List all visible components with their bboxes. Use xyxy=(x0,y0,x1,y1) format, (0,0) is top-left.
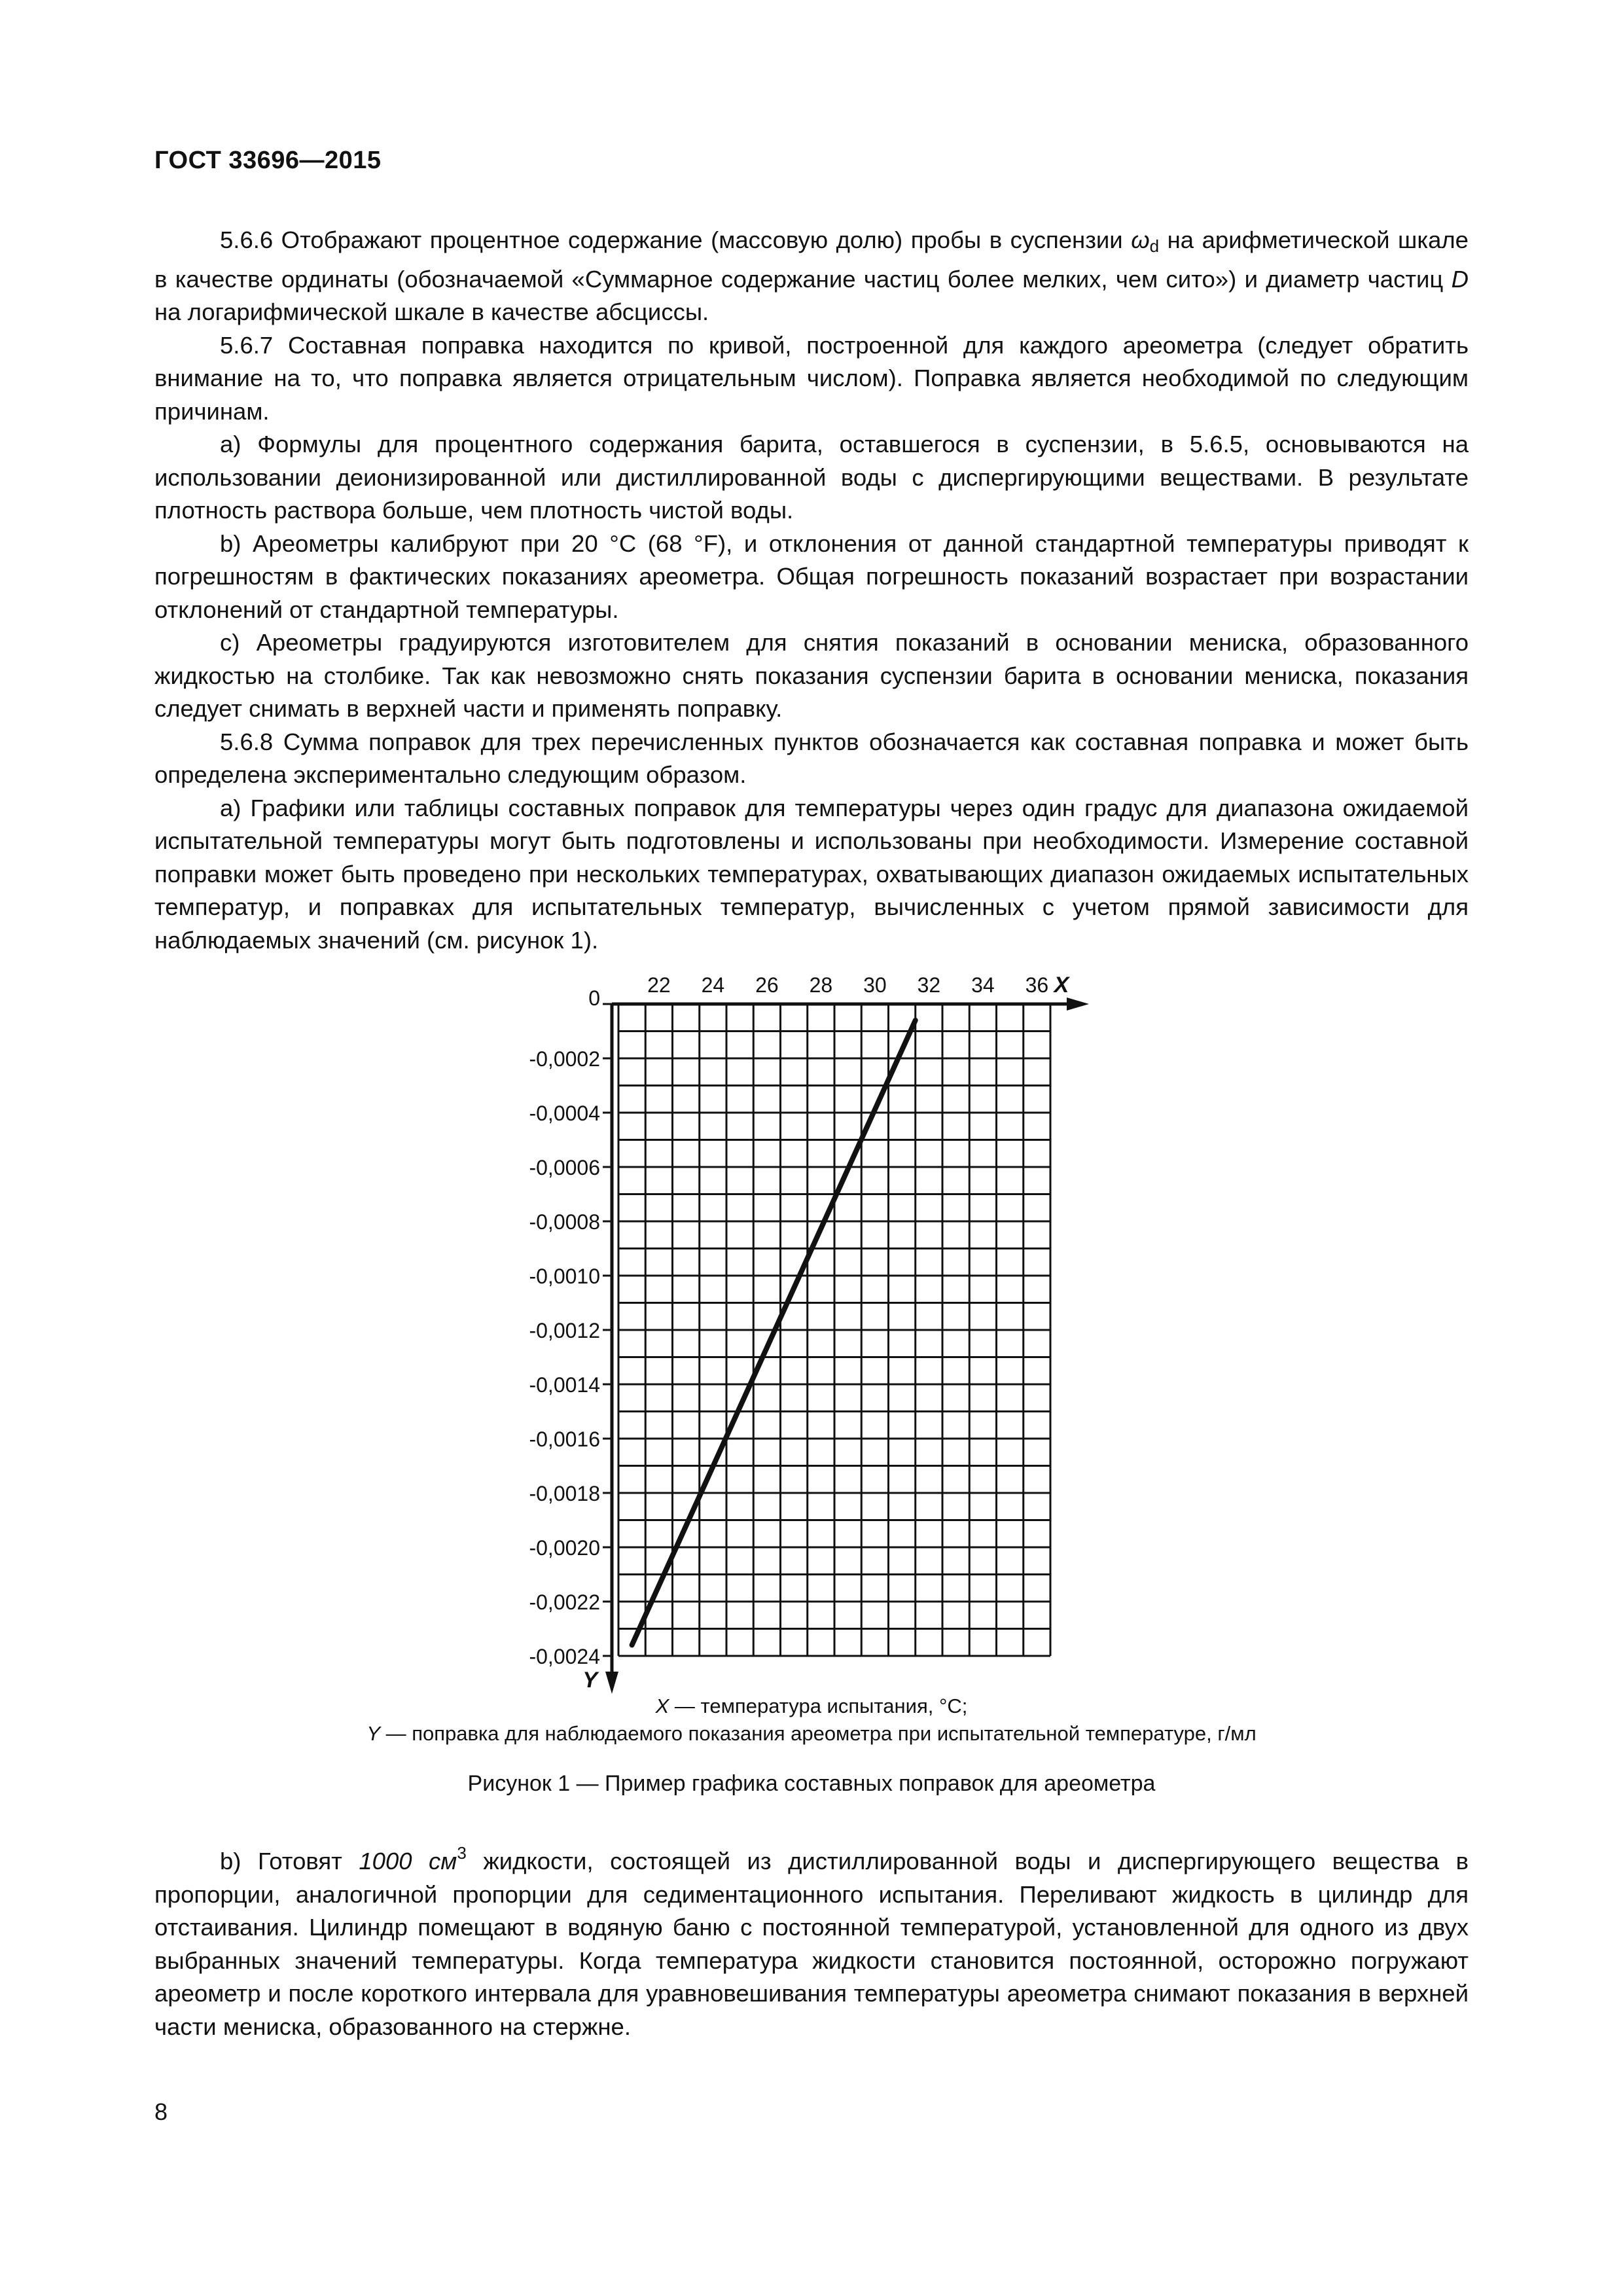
x-tick-label: 26 xyxy=(755,973,779,997)
y-tick-label: -0,0024 xyxy=(529,1645,600,1668)
variable-d: D xyxy=(1451,265,1469,293)
y-tick-label: -0,0002 xyxy=(529,1047,600,1071)
x-axis-label: X xyxy=(1054,973,1069,997)
x-tick-label: 34 xyxy=(971,973,995,997)
omega-symbol: ω xyxy=(1131,226,1150,253)
y-tick-label: -0,0006 xyxy=(529,1156,600,1179)
x-tick-label: 36 xyxy=(1025,973,1049,997)
y-tick-label: -0,0010 xyxy=(529,1265,600,1288)
paragraph-5-6-7: 5.6.7 Составная поправка находится по кривой, построенной для каждого ареометра (следует обратить внимание на то, что поправка является отрицательным числом). Поправка является необходимой по следующим причинам. xyxy=(154,331,1469,425)
y-axis-arrow-icon xyxy=(605,1672,618,1694)
page-number: 8 xyxy=(154,2098,168,2125)
paragraph-item-c: c) Ареометры градуируются изготовителем для снятия показаний в основании мениска, образованного жидкостью на столбике. Так как невозможно снять показания суспензии барита в основании мениска, показания следует снимать в верхней части и применять поправку. xyxy=(154,629,1469,722)
x-tick-label: 22 xyxy=(647,973,671,997)
chart-grid xyxy=(618,1004,1050,1656)
series-line-0 xyxy=(632,1020,916,1645)
subscript-d: d xyxy=(1149,236,1160,256)
paragraph-item-b-1: b) Ареометры калибруют при 20 °C (68 °F), и отклонения от данной стандартной температуры приводят к погрешностям в фактических показаниях ареометра. Общая погрешность показаний возрастает при возрастании отклонений от стандартной температуры. xyxy=(154,529,1469,623)
y-axis-label: Y xyxy=(582,1668,597,1693)
y-tick-label: -0,0014 xyxy=(529,1373,600,1397)
paragraph-item-a-1: а) Формулы для процентного содержания барита, оставшегося в суспензии, в 5.6.5, основываются на использовании деионизированной или дистиллированной воды с диспергирующими веществами. В результате плотность раствора больше, чем плотность чистой воды. xyxy=(154,431,1469,524)
x-tick-label: 28 xyxy=(809,973,833,997)
paragraph-5-6-6: 5.6.6 Отображают процентное содержание (массовую долю) пробы в суспензии $\omega_d$ на арифметической шкале в качестве ординаты (обозначаемой «Суммарное содержание частиц более мелких, чем сито») и диаметр частиц D на логарифмической шкале в качестве абсциссы. xyxy=(154,226,1469,325)
paragraph-item-b-2: b) Готовят 1000 $см^3$ жидкости, состоящей из дистиллированной воды и диспергирующего вещества в пропорции, аналогичной пропорции для седиментационного испытания. Переливают жидкость в цилиндр для отстаивания. Цилиндр помещают в водяную баню с постоянной температурой, установленной для одного из двух выбранных значений температуры. Когда температура жидкости становится постоянной, осторожно погружают ареометр и после короткого интервала для уравновешивания температуры ареометра снимают показания в верхней части мениска, образованного на стержне. xyxy=(154,1843,1469,2040)
y-tick-label: -0,0022 xyxy=(529,1590,600,1614)
x-tick-label: 24 xyxy=(701,973,725,997)
y-tick-label: 0 xyxy=(588,986,600,1010)
x-tick-label: 32 xyxy=(917,973,941,997)
x-tick-label: 30 xyxy=(863,973,887,997)
body-text-bottom xyxy=(154,1837,1469,2043)
y-tick-label: -0,0016 xyxy=(529,1427,600,1451)
legend-x: X — температура испытания, °C; xyxy=(655,1695,968,1717)
figure-caption: Рисунок 1 — Пример графика составных поправок для ареометра xyxy=(467,1771,1156,1796)
y-tick-label: -0,0008 xyxy=(529,1210,600,1234)
x-axis-arrow-icon xyxy=(1067,997,1089,1011)
legend-y: Y — поправка для наблюдаемого показания ареометра при испытательной температуре, г/мл xyxy=(366,1722,1257,1745)
paragraph-5-6-8: 5.6.8 Сумма поправок для трех перечисленных пунктов обозначается как составная поправка и может быть определена экспериментально следующим образом. xyxy=(154,728,1469,788)
superscript-3: 3 xyxy=(457,1843,467,1863)
document-header: ГОСТ 33696—2015 xyxy=(154,147,382,174)
chart-series xyxy=(632,1020,916,1645)
chart-axes xyxy=(603,997,1089,1694)
y-tick-label: -0,0018 xyxy=(529,1482,600,1505)
paragraph-item-a-2: а) Графики или таблицы составных поправок для температуры через один градус для диапазона ожидаемой испытательной температуры могут быть подготовлены и использованы при необходимости. Измерение составной поправки может быть проведено при нескольких температурах, охватывающих диапазон ожидаемых испытательных температур, и поправках для испытательных температур, вычисленных с учетом прямой зависимости для наблюдаемых значений (см. рисунок 1). xyxy=(154,794,1469,954)
y-tick-label: -0,0012 xyxy=(529,1319,600,1342)
y-tick-label: -0,0020 xyxy=(529,1536,600,1560)
y-tick-label: -0,0004 xyxy=(529,1102,600,1125)
volume-value: 1000 см xyxy=(359,1848,457,1874)
